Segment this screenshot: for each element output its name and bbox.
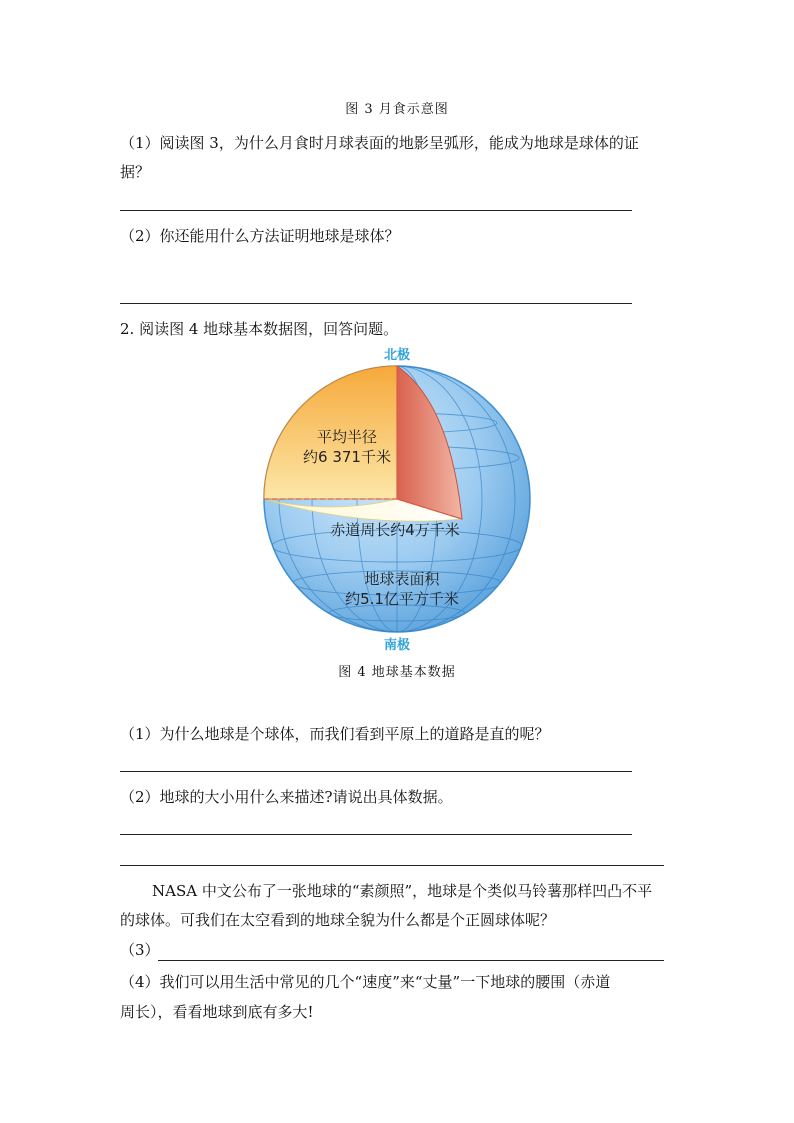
section2-heading: 2. 阅读图 4 地球基本数据图，回答问题。 [120,320,399,338]
north-pole-label: 北极 [383,348,411,363]
q3-answer-line[interactable] [158,960,664,961]
nasa-paragraph-line2: 的球体。可我们在太空看到的地球全貌为什么都是个正圆球体呢？ [120,911,556,929]
q1-text-line2: 据？ [120,163,151,181]
fig3-caption: 图 3 月食示意图 [345,102,449,117]
south-pole-label: 南极 [383,638,411,653]
equator-label: 赤道周长约4万千米 [330,521,460,539]
fig4-caption: 图 4 地球基本数据 [338,665,456,680]
q4-text-line2: 周长），看看地球到底有多大! [120,1003,314,1021]
nasa-paragraph-line1: NASA 中文公布了一张地球的“素颜照”，地球是个类似马铃薯那样凹凸不平 [152,882,653,900]
q4-text-line1: （4）我们可以用生活中常见的几个“速度”来“丈量”一下地球的腰围（赤道 [120,973,611,991]
sub1-text: （1）为什么地球是个球体，而我们看到平原上的道路是直的呢？ [120,725,550,743]
q1-answer-line[interactable] [120,210,632,211]
q2-answer-line[interactable] [120,303,632,304]
q1-text-line1: （1）阅读图 3，为什么月食时月球表面的地影呈弧形，能成为地球是球体的证 [120,134,639,152]
sub2-answer-line-1[interactable] [120,834,632,835]
surface-area-label-line2: 约5.1亿平方千米 [345,590,459,608]
radius-label-line1: 平均半径 [316,428,378,446]
sub1-answer-line[interactable] [120,771,632,772]
q2-text: （2）你还能用什么方法证明地球是球体？ [120,227,400,245]
q3-label: （3） [120,941,160,959]
radius-label-line2: 约6 371千米 [303,448,391,466]
sub2-text: （2）地球的大小用什么来描述?请说出具体数据。 [120,788,453,806]
sub2-answer-line-2[interactable] [120,865,664,866]
earth-globe-figure [250,343,550,653]
surface-area-label-line1: 地球表面积 [364,570,440,588]
